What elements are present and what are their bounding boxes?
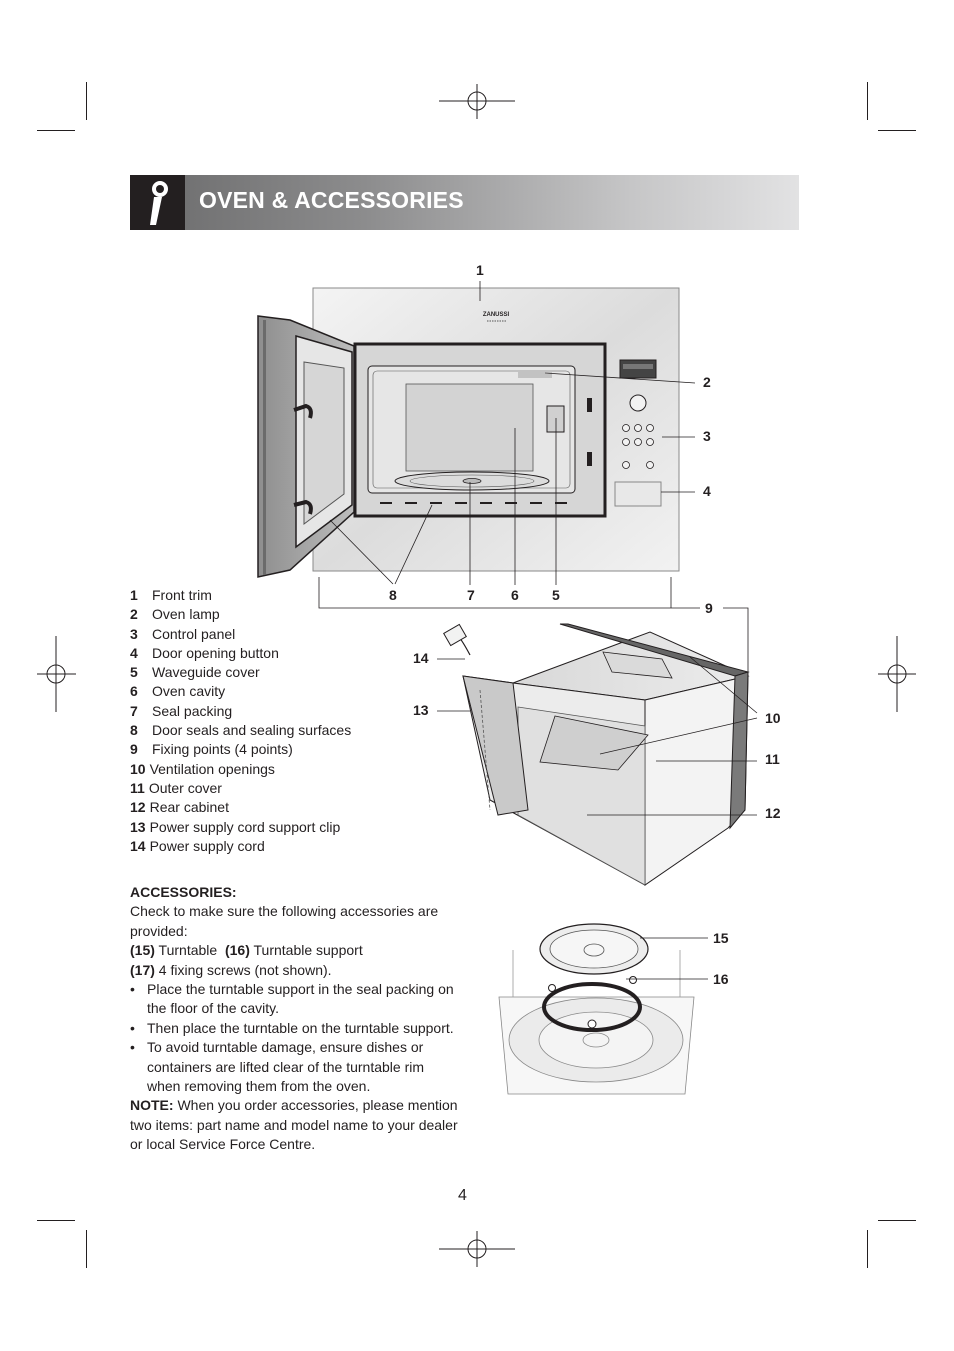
rear-cabinet xyxy=(444,624,748,885)
brand-logo: ZANUSSI xyxy=(482,312,510,318)
list-item: 3 Control panel xyxy=(130,625,236,642)
callout-2: 2 xyxy=(703,374,711,390)
list-item: 4 Door opening button xyxy=(130,644,279,661)
list-item: 13 Power supply cord support clip xyxy=(130,818,341,835)
list-item: 8 Door seals and sealing surfaces xyxy=(130,722,352,739)
accessory-items: (15) Turntable (16) Turntable support xyxy=(130,942,363,959)
accessories-bullets xyxy=(130,980,460,1096)
callout-10: 10 xyxy=(765,710,781,726)
list-item: 7 Seal packing xyxy=(130,702,233,719)
page-title: OVEN & ACCESSORIES xyxy=(199,187,464,213)
callout-15: 15 xyxy=(713,930,729,946)
callout-8: 8 xyxy=(389,587,397,603)
list-item: 10 Ventilation openings xyxy=(130,760,275,777)
list-item: 14 Power supply cord xyxy=(130,837,265,854)
callout-3: 3 xyxy=(703,428,711,444)
callout-1: 1 xyxy=(476,262,484,278)
accessory-item-17: (17) 4 fixing screws (not shown). xyxy=(130,961,332,978)
list-item: 5 Waveguide cover xyxy=(130,664,260,681)
list-item: 9 Fixing points (4 points) xyxy=(130,741,293,758)
accessories-section xyxy=(130,883,460,1155)
list-item: 1 Front trim xyxy=(130,587,212,603)
callout-7: 7 xyxy=(467,587,475,603)
callout-12: 12 xyxy=(765,805,781,821)
list-item: 6 Oven cavity xyxy=(130,683,226,700)
callout-16: 16 xyxy=(713,971,729,987)
list-item: 11 Outer cover xyxy=(130,779,222,796)
door-opening-button xyxy=(615,482,661,506)
page-number: 4 xyxy=(458,1187,467,1204)
list-item: 2 Oven lamp xyxy=(130,606,220,623)
callout-13: 13 xyxy=(413,702,429,718)
callout-4: 4 xyxy=(703,483,711,499)
list-item: • Then place the turntable on the turntable support. xyxy=(130,1019,460,1038)
callout-14: 14 xyxy=(413,650,429,666)
list-item: • Place the turntable support in the seal packing on the floor of the cavity. xyxy=(130,980,460,1019)
list-item: • To avoid turntable damage, ensure dishes or containers are lifted clear of the turntable rim when removing them from the oven. xyxy=(130,1038,460,1096)
callout-11: 11 xyxy=(765,751,780,767)
list-item: 12 Rear cabinet xyxy=(130,799,229,816)
accessories-heading: ACCESSORIES: xyxy=(130,884,237,900)
callout-6: 6 xyxy=(511,587,519,603)
callout-9: 9 xyxy=(705,600,713,616)
accessories-intro: Check to make sure the following accessories are provided: xyxy=(130,903,439,939)
oven-cavity xyxy=(368,366,575,493)
turntable-accessories xyxy=(499,924,694,1094)
parts-list xyxy=(130,586,351,856)
note: NOTE: When you order accessories, please mention two items: part name and model name to your dealer or local Service Force Centre. xyxy=(130,1097,458,1153)
callout-5: 5 xyxy=(552,587,560,603)
